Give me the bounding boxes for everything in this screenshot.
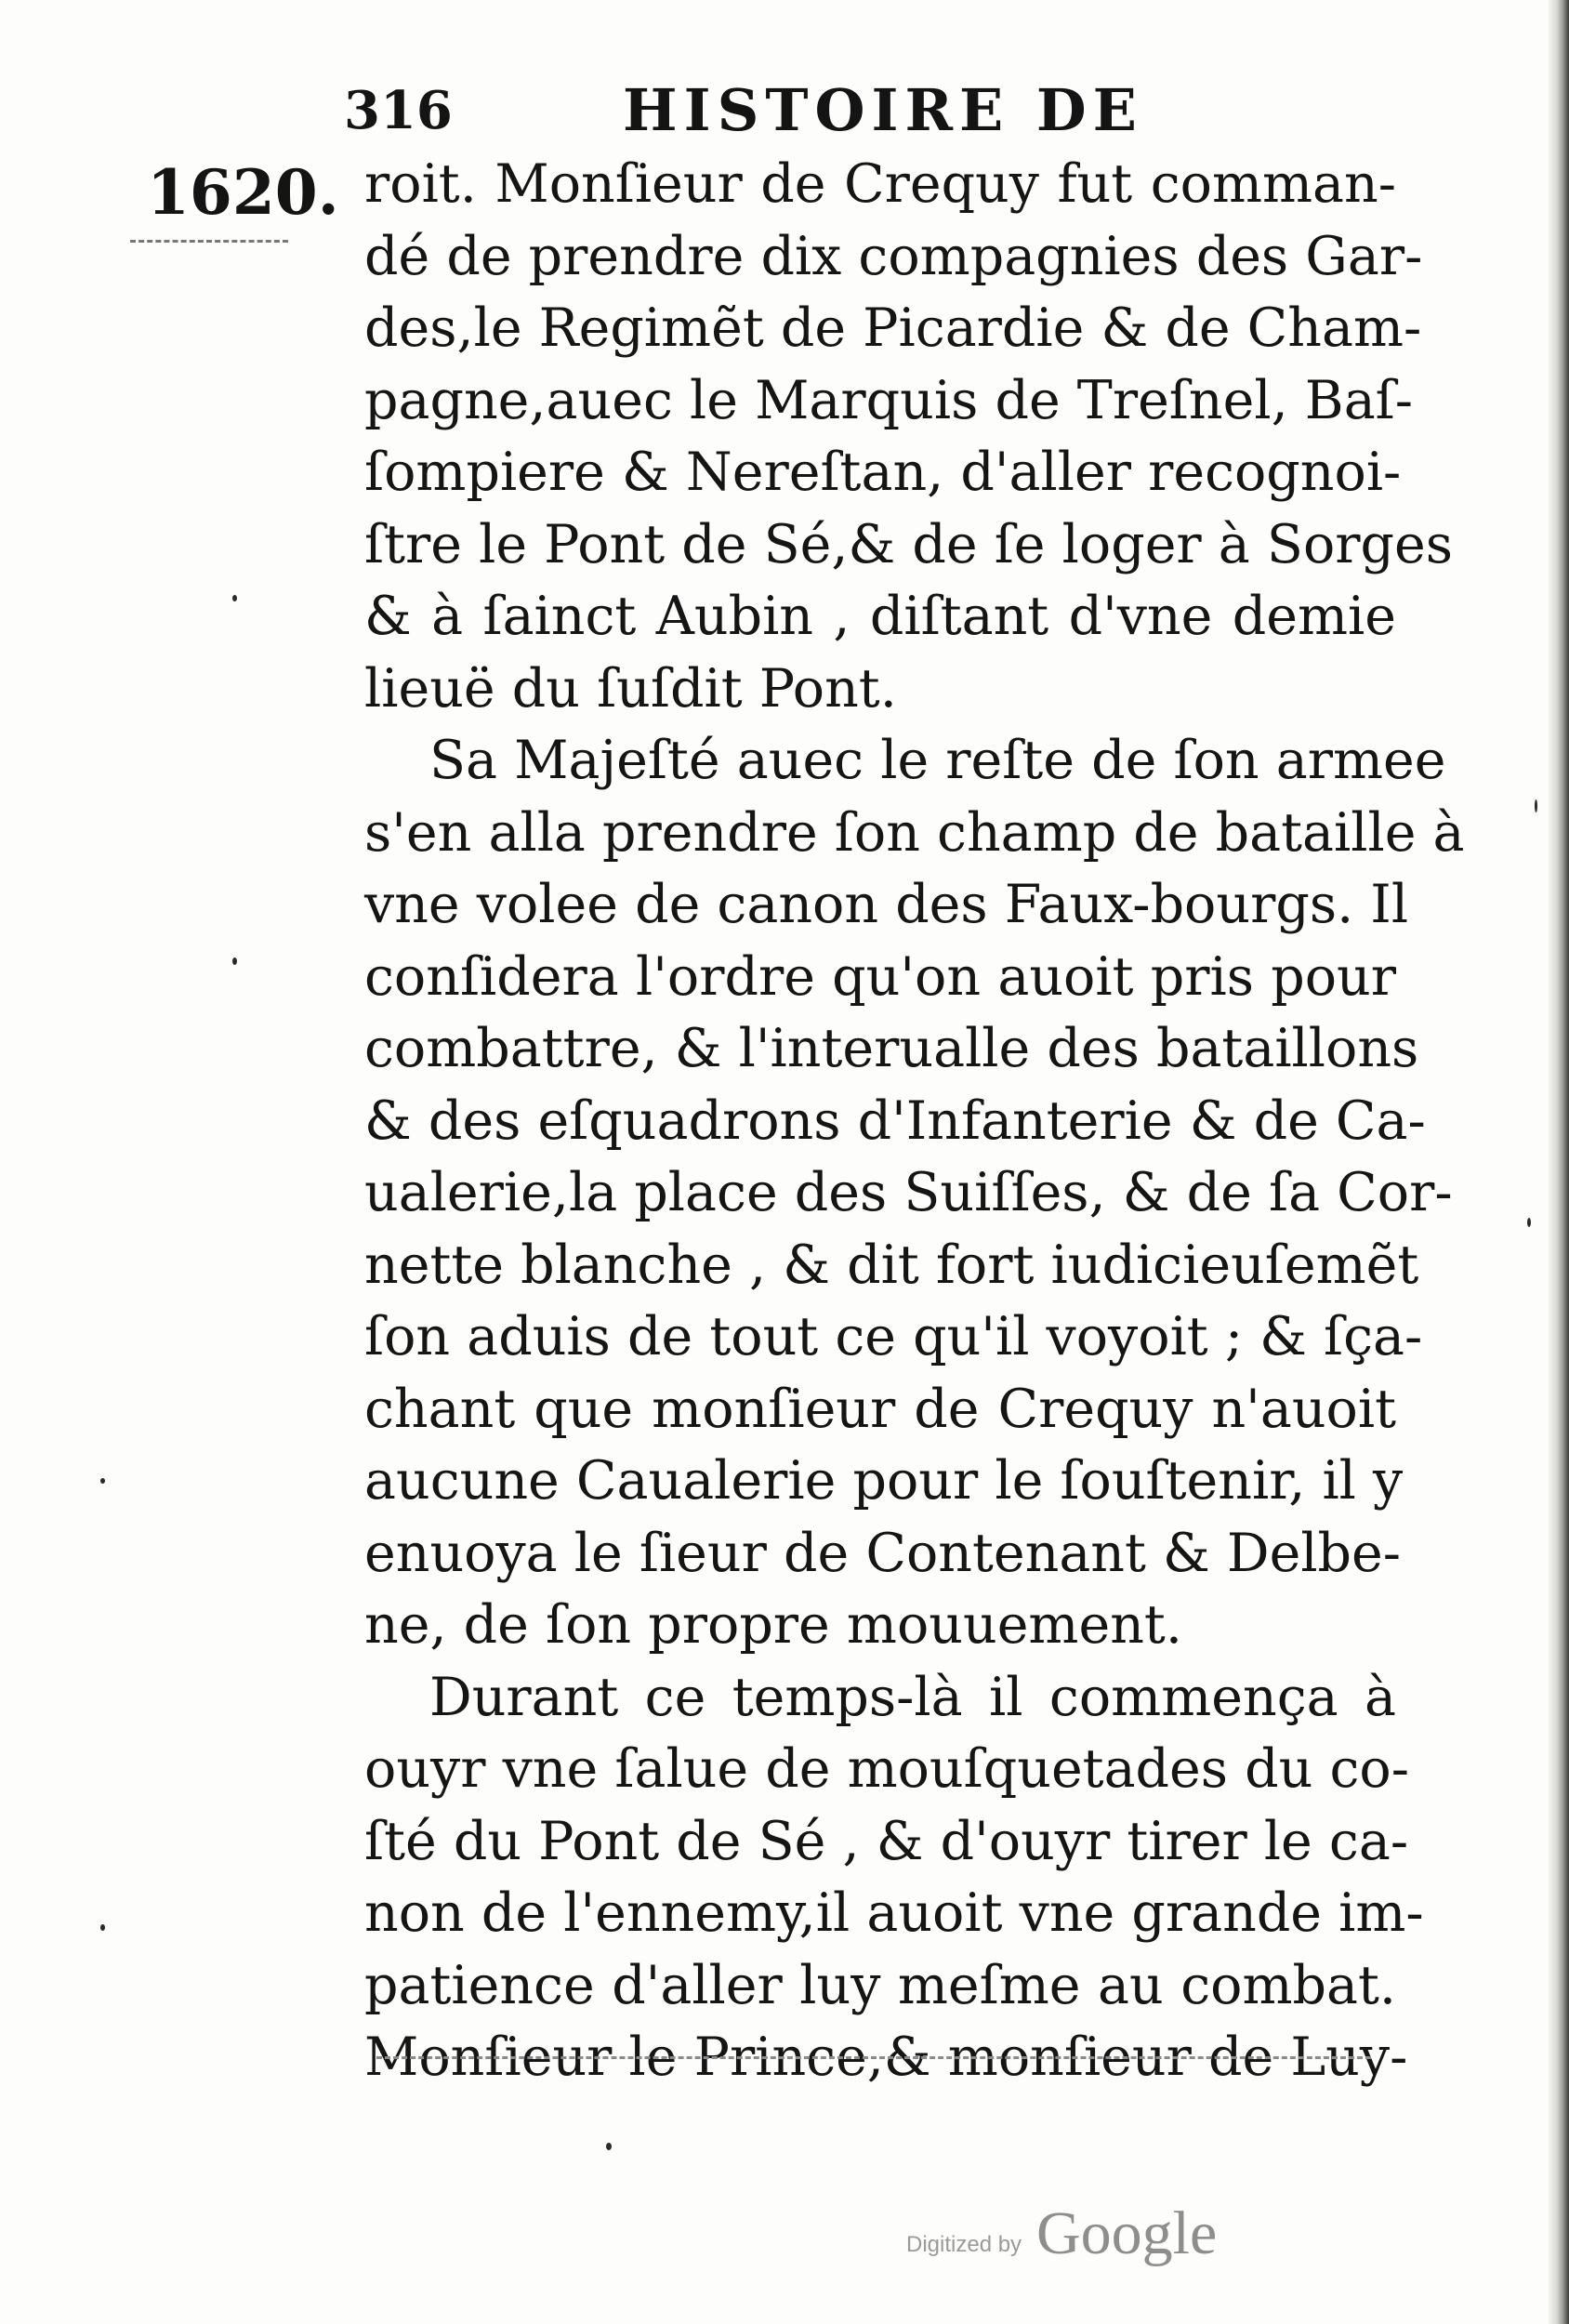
text-line: nette blanche , & dit fort iudicieuſemẽt bbox=[364, 1234, 1419, 1296]
text-line: combattre, & l'interualle des bataillons bbox=[364, 1018, 1419, 1079]
ink-speck bbox=[1527, 1218, 1531, 1227]
ink-speck bbox=[100, 1478, 105, 1484]
body-text bbox=[364, 149, 1465, 2094]
google-logo: Google bbox=[1036, 2199, 1218, 2267]
margin-year: 1620. bbox=[147, 156, 339, 229]
text-line: dé de prendre dix compagnies des Gar- bbox=[364, 225, 1423, 287]
text-line: enuoya le ſieur de Contenant & Delbe- bbox=[364, 1522, 1402, 1584]
text-line: ne, de ſon propre mouuement. bbox=[364, 1594, 1182, 1656]
ink-speck bbox=[606, 2143, 612, 2150]
ink-speck bbox=[232, 957, 237, 965]
text-line: roit. Monſieur de Crequy fut comman- bbox=[364, 153, 1396, 215]
running-head bbox=[344, 76, 1180, 151]
running-title: HISTOIRE DE bbox=[623, 76, 1143, 144]
text-line: non de l'ennemy,il auoit vne grande im- bbox=[364, 1882, 1424, 1944]
bottom-rule bbox=[376, 2056, 1371, 2059]
ink-speck bbox=[232, 595, 237, 601]
paragraph-start-line: Durant ce temps-là il commença à bbox=[429, 1666, 1396, 1728]
page-number: 316 bbox=[344, 80, 453, 141]
text-line: chant que monſieur de Crequy n'auoit bbox=[364, 1378, 1396, 1440]
text-line: & à ſainct Aubin , diſtant d'vne demie bbox=[364, 586, 1396, 647]
text-line: ualerie,la place des Suiſſes, & de ſa Cor- bbox=[364, 1162, 1453, 1223]
text-line: lieuë du ſuſdit Pont. bbox=[364, 657, 897, 720]
text-line: patience d'aller luy meſme au combat. bbox=[364, 1954, 1396, 2016]
ink-speck bbox=[1535, 799, 1537, 812]
digitization-watermark bbox=[906, 2199, 1241, 2273]
text-line: ſté du Pont de Sé , & d'ouyr tirer le ca- bbox=[364, 1810, 1409, 1872]
text-line: des,le Regimẽt de Picardie & de Cham- bbox=[364, 297, 1422, 359]
watermark-prefix: Digitized by bbox=[906, 2232, 1022, 2257]
text-line: ſompiere & Nereſtan, d'aller recognoi- bbox=[364, 442, 1402, 503]
margin-rule bbox=[130, 240, 288, 243]
ink-speck bbox=[100, 1924, 105, 1931]
text-line: pagne,auec le Marquis de Treſnel, Baſ- bbox=[364, 369, 1414, 431]
text-line: vne volee de canon des Faux-bourgs. Il bbox=[364, 874, 1409, 935]
text-line: ſtre le Pont de Sé,& de ſe loger à Sorges bbox=[364, 513, 1453, 575]
page-binding-edge bbox=[1549, 0, 1569, 2324]
text-line: ſon aduis de tout ce qu'il voyoit ; & ſça- bbox=[364, 1306, 1423, 1367]
paragraph-start-line: Sa Majeſté auec le reſte de ſon armee bbox=[429, 730, 1446, 791]
text-line: conſidera l'ordre qu'on auoit pris pour bbox=[364, 945, 1396, 1008]
text-line: & des eſquadrons d'Infanterie & de Ca- bbox=[364, 1089, 1426, 1152]
text-line: aucune Caualerie pour le ſouſtenir, il y bbox=[364, 1450, 1404, 1512]
text-line: s'en alla prendre ſon champ de bataille à bbox=[364, 801, 1465, 864]
text-line: Monſieur le Prince,& monſieur de Luy- bbox=[364, 2027, 1408, 2088]
text-line: ouyr vne ſalue de mouſquetades du co- bbox=[364, 1738, 1409, 1800]
